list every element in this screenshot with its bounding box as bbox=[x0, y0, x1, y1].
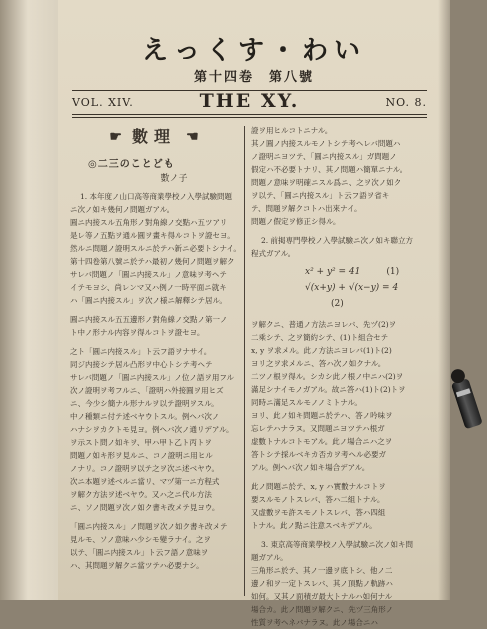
text-line: 答トシテ採ルベキカ否カヲ考ヘル必要ガ bbox=[251, 450, 386, 459]
text-line: 然ルニ問題ノ證明スルニ於テハ新ニ必要トシナイ。 bbox=[70, 244, 241, 253]
masthead-rule-bottom-2 bbox=[72, 117, 427, 118]
text-line: 邊ノ和ヲ一定トスレバ、其ノ頂點ノ軌跡ハ bbox=[251, 579, 393, 588]
text-line: ハナシヲカクトモ見ヨ。例ヘバ次ノ通リデアル。 bbox=[70, 425, 234, 434]
equation-block bbox=[305, 264, 433, 312]
page-edge-left bbox=[0, 0, 62, 600]
text-line: 題ガアル。 bbox=[251, 553, 288, 562]
text-line: 同ジ内接シテ居ル凸形ヲ中心トシテ考ヘテ bbox=[70, 360, 213, 369]
text-line: 三角形ニ於テ、其ノ一邊ヲ底トシ、他ノ二 bbox=[251, 566, 393, 575]
equation-row bbox=[305, 264, 433, 280]
text-line: 圓ニ内接スル五五邊形ノ對角線ノ交點ノ第一ノ bbox=[70, 315, 228, 324]
text-line: 1. 本年度ノ山口高等商業學校ノ入學試驗問題 bbox=[80, 192, 233, 201]
text-line: 二乘シテ、之ヲ簡約シテ、(1)ト組合セテ bbox=[251, 333, 389, 342]
left-column bbox=[70, 124, 241, 572]
text-line: ヲ以テ、「圓ニ内接スル」ト云フ語ヲ省キ bbox=[251, 191, 390, 200]
text-line: 2. 前掲専門學校ノ入學試驗ニ次ノ如キ聯立方 bbox=[261, 236, 414, 245]
number-label: NO. 8. bbox=[385, 96, 427, 109]
text-line: ニ次ノ如キ幾何ノ問題ガアル。 bbox=[70, 205, 175, 214]
journal-title: えっくす・わい bbox=[141, 36, 366, 66]
equation-expression: x² + y² = 41 bbox=[305, 267, 361, 277]
article-author: 數ノ子 bbox=[160, 174, 188, 184]
text-line: ヲ解ク方法ヲ述ベヤウ。又ハ之ニ代ル方法 bbox=[70, 490, 212, 499]
text-line: 問題ノ意味ヲ明確ニスル爲ニ、之ヲ次ノ如ク bbox=[251, 178, 402, 187]
equation-number: (1) bbox=[386, 267, 400, 277]
text-line: 滿足シナイモノガアル。故ニ答ハ(1)ト(2)トヲ bbox=[251, 385, 406, 394]
text-line: サレバ問題ノ「圓ニ内接スル」ノ意味ヲ考ヘテ bbox=[70, 270, 227, 279]
text-line: 此ノ問題ニ於テ、x, y ハ實數ナルコトヲ bbox=[251, 482, 386, 491]
text-line: ヲ示スト問ノ如キヲ、甲ハ甲ト乙ト丙トヲ bbox=[70, 438, 212, 447]
text-line: 問題ノ假定ヲ修正シ得ル。 bbox=[251, 217, 341, 226]
text-line: 假定ハ不必要トナリ、其ノ問題ハ簡單ニナル。 bbox=[251, 165, 408, 174]
masthead-title: THE XY. bbox=[199, 90, 300, 112]
issue-subtitle: 第十四卷 第八號 bbox=[193, 70, 314, 85]
text-line: イテモヨシ、尚レンマ又ハ例ノ一時平面ニ就キ bbox=[70, 283, 227, 292]
article-title: ◎二三のことども bbox=[88, 159, 175, 170]
text-line: ハ「圓ニ内接スル」ヲ次ノ様ニ解釋シテ居ル。 bbox=[70, 296, 227, 305]
masthead bbox=[72, 90, 427, 112]
text-line: 圓ニ内接スル五角形ノ對角線ノ交點ハ五ツアリ bbox=[70, 218, 228, 227]
left-text-block bbox=[70, 190, 241, 572]
right-column bbox=[251, 124, 433, 629]
right-text-block bbox=[251, 124, 433, 260]
text-line: 以テ、「圓ニ内接スル」ト云フ語ノ意味ヲ bbox=[70, 548, 209, 557]
text-line: 中ノ種類ニ付テ述ベヤウトスル。例ヘバ次ノ bbox=[70, 412, 220, 421]
text-line: サレバ問題ノ「圓ニ内接スル」ノ位ノ語ヲ用フル bbox=[70, 373, 235, 382]
journal-page bbox=[58, 0, 450, 627]
page-shadow bbox=[438, 0, 450, 600]
volume-label: VOL. XIV. bbox=[72, 96, 134, 109]
text-line: 見ルモ、ソノ意味ハ少シモ變ラナイ。之ヲ bbox=[70, 535, 211, 544]
text-line: ヲ解クニ、普通ノ方法ニヨレバ、先ヅ(2)ヲ bbox=[251, 320, 397, 329]
text-line: 要スルモノトスレバ、答ハ二組トナル。 bbox=[251, 495, 385, 504]
text-line: x, y ヲ求メル。此ノ方法ニヨレバ(1)ト(2) bbox=[251, 346, 392, 355]
right-text-block-2 bbox=[251, 318, 433, 629]
text-line: 忘レテハナラヌ。又問題ニヨツテハ根ガ bbox=[251, 424, 385, 433]
equation-number: (2) bbox=[331, 299, 344, 309]
text-line: 3. 東京高等商業學校ノ入學試驗ニ次ノ如キ問 bbox=[261, 540, 414, 549]
text-line: 是レ等ノ五點ヲ通ル圓ヲ畫キ得ルコトヲ證セヨ。 bbox=[70, 231, 235, 240]
text-line: 程式ガアル。 bbox=[251, 249, 296, 258]
text-line: トナル。此ノ點ニ注意スベキデアル。 bbox=[251, 521, 377, 530]
text-line: 虚數トナルコトモアル。此ノ場合ニハ之ヲ bbox=[251, 437, 393, 446]
text-line: 之ト「圓ニ内接スル」ト云フ語ヲナサイ。 bbox=[70, 347, 212, 356]
text-line: ニ、ソノ問題ヲ次ノ如ク書キ改メテ見ヨウ。 bbox=[70, 503, 220, 512]
text-line: ノナリ。コノ證明ヲ以テ之ヲ次ニ述ベヤウ。 bbox=[70, 464, 220, 473]
text-line: 其ノ圓ノ内接スルモノトシテ考ヘレバ問題ハ bbox=[251, 139, 401, 148]
text-line: ニ、今少シ簡ナル形ナルヲ以テ證明ヲスル。 bbox=[70, 399, 219, 408]
text-line: 證ヲ用ヒルコトニナル。 bbox=[251, 126, 333, 135]
column-divider bbox=[244, 126, 245, 596]
equation-row bbox=[305, 280, 433, 312]
text-line: 場合カ。此ノ問題ヲ解クニ、先ヅ三角形ノ bbox=[251, 605, 394, 614]
text-line: ヨリ之ヲ求メルニ、答ハ次ノ如クナル。 bbox=[251, 359, 386, 368]
text-line: アル。例ヘバ次ノ如キ場合デアル。 bbox=[251, 463, 370, 472]
text-line: 第十四卷第八號ニ於テハ最初ノ幾何ノ問題ヲ解ク bbox=[70, 257, 235, 266]
section-header bbox=[70, 127, 238, 156]
text-line: 又虚數ヲモ許スモノトスレバ、答ハ四組 bbox=[251, 508, 386, 517]
text-line: ノ證明ニヨツテ、「圓ニ内接スル」ガ問題ノ bbox=[251, 152, 397, 161]
text-line: 如何。又其ノ面積ガ最大トナルハ如何ナル bbox=[251, 592, 393, 601]
pointing-hand-icon: ☛ bbox=[109, 129, 122, 145]
section-title: 數理 bbox=[131, 127, 176, 146]
text-line: ト中ノ形ナル内容ヲ得ルコトヲ證セヨ。 bbox=[70, 328, 205, 337]
text-line: 性質ヲ考ヘネバナラヌ。此ノ場合ニハ bbox=[251, 618, 378, 627]
pointing-hand-icon: ☛ bbox=[186, 129, 199, 145]
text-line: テ、問題ヲ解クコトハ出來ナイ。 bbox=[251, 204, 362, 213]
text-line: 問題ノ如キ形ヲ見ルニ、コノ證明ニ用ヒル bbox=[70, 451, 213, 460]
text-line: ハ、其問題ヲ解クニ當ツテハ必要ナシ。 bbox=[70, 561, 204, 570]
text-line: 二ツノ根ヲ得ル。シカシ此ノ根ノ中ニハ(2)ヲ bbox=[251, 372, 404, 381]
equation-expression: √(x+y) + √(x−y) = 4 bbox=[305, 283, 399, 293]
text-line: ヨリ、此ノ如キ問題ニ於テハ、答ノ吟味ヲ bbox=[251, 411, 393, 420]
text-line: 次ノ證明ヲ考フルニ、「證明ハ外接圓ヲ用ヒズ bbox=[70, 386, 224, 395]
text-line: 同時ニ滿足スルモノノミトナル。 bbox=[251, 398, 362, 407]
text-line: 「圓ニ内接スル」ノ問題ヲ次ノ如ク書キ改メテ bbox=[70, 522, 228, 531]
masthead-rule-bottom bbox=[72, 114, 427, 115]
text-line: 次ニ本題ヲ述ベルニ當リ、マヅ第一ニ方程式 bbox=[70, 477, 220, 486]
